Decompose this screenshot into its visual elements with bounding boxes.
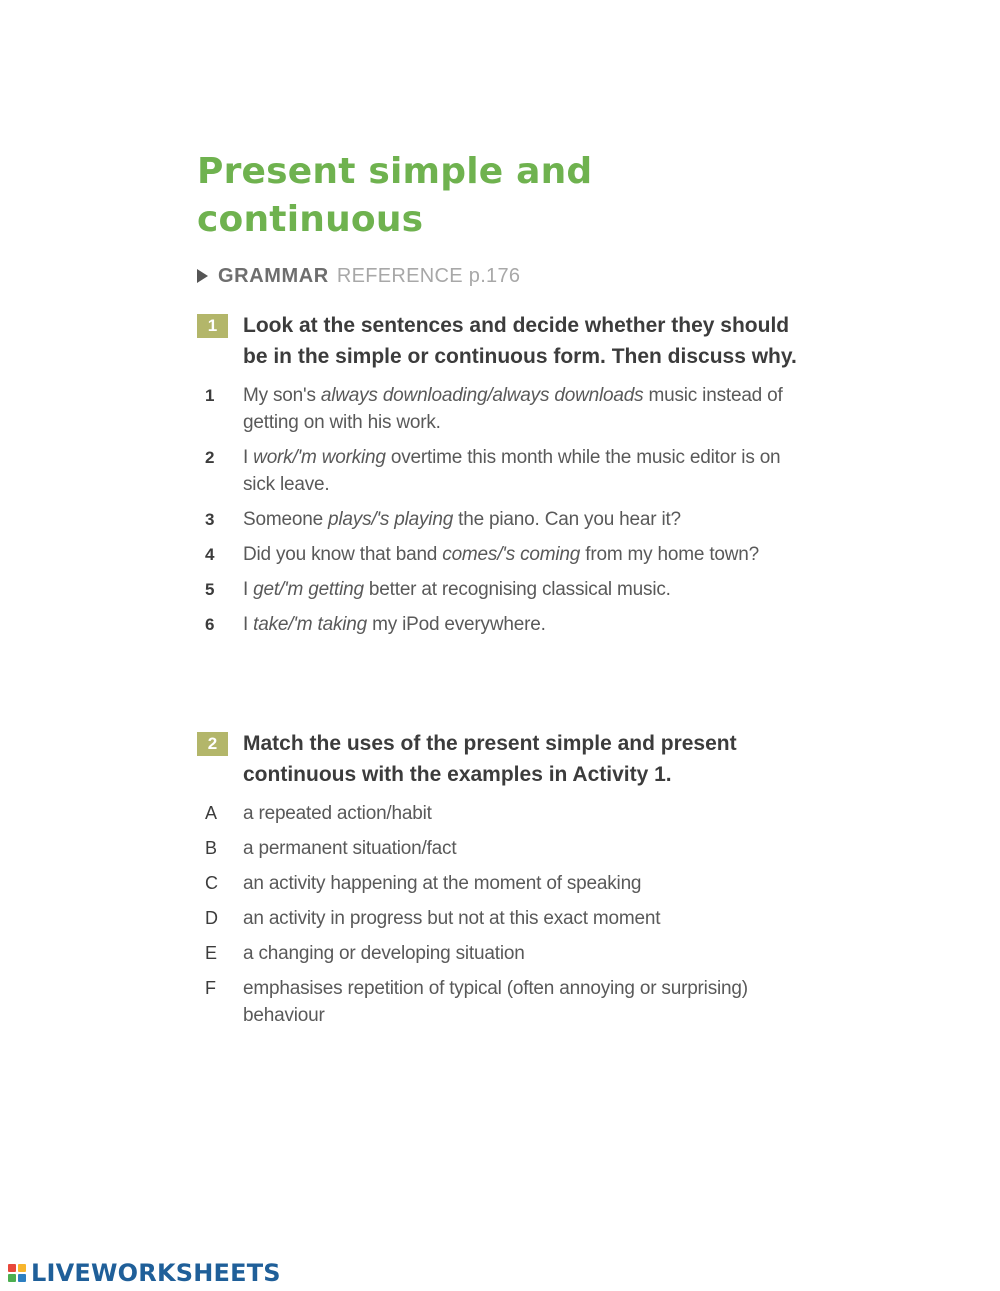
use-letter: B xyxy=(205,838,217,858)
sentence-text: the piano. Can you hear it? xyxy=(453,509,681,530)
verb-choice: work/'m working xyxy=(253,447,386,468)
page-title xyxy=(197,148,717,244)
sentence-text: from my home town? xyxy=(580,544,760,565)
activity-2-instruction: Match the uses of the present simple and present continuous with the examples in Activity 1. xyxy=(243,732,737,786)
liveworksheets-wordmark: LIVEWORKSHEETS xyxy=(31,1259,281,1287)
verb-choice: get/'m getting xyxy=(253,579,364,600)
sentence-item xyxy=(197,444,797,498)
use-letter: D xyxy=(205,908,218,928)
sentence-text: Someone xyxy=(243,509,329,530)
verb-choice: take/'m taking xyxy=(253,614,367,635)
use-item xyxy=(197,975,797,1029)
sentence-number: 1 xyxy=(205,386,215,405)
sentence-number: 4 xyxy=(205,545,215,564)
uses-list xyxy=(197,800,797,1029)
liveworksheets-brand[interactable] xyxy=(8,1258,281,1288)
verb-choice: plays/'s playing xyxy=(328,509,454,530)
use-item xyxy=(197,800,797,827)
activity-2 xyxy=(197,728,797,1037)
logo-square xyxy=(18,1274,26,1282)
use-letter: E xyxy=(205,943,217,963)
sentence-number: 5 xyxy=(205,580,215,599)
sentence-number: 3 xyxy=(205,510,215,529)
sentence-item xyxy=(197,506,797,533)
sentence-list xyxy=(197,382,797,638)
use-text: emphasises repetition of typical (often annoying or surprising) behaviour xyxy=(243,978,748,1026)
use-item xyxy=(197,905,797,932)
use-text: a permanent situation/fact xyxy=(243,838,457,859)
grammar-reference-page: REFERENCE p.176 xyxy=(336,264,521,287)
verb-choice: comes/'s coming xyxy=(442,544,581,565)
logo-square xyxy=(8,1274,16,1282)
sentence-item xyxy=(197,611,797,638)
use-letter: F xyxy=(205,978,216,998)
sentence-item xyxy=(197,541,797,568)
grammar-reference xyxy=(197,261,520,291)
use-letter: A xyxy=(205,803,217,823)
grammar-reference-bold: GRAMMAR xyxy=(218,264,329,287)
sentence-text: overtime this month while the music editor is on sick leave. xyxy=(243,447,781,495)
activity-number-badge: 1 xyxy=(197,314,228,338)
activity-1-heading xyxy=(197,310,797,372)
verb-choice: always downloading/always downloads xyxy=(320,385,644,406)
use-item xyxy=(197,870,797,897)
logo-square xyxy=(18,1264,26,1272)
page-title-line-2: continuous xyxy=(197,199,424,240)
activity-1 xyxy=(197,310,797,646)
activity-number-badge: 2 xyxy=(197,732,228,756)
use-text: an activity in progress but not at this exact moment xyxy=(243,908,661,929)
sentence-text: My son's xyxy=(243,385,321,406)
activity-1-instruction: Look at the sentences and decide whether they should be in the simple or continuous form. Then discuss why. xyxy=(243,314,797,368)
use-text: a repeated action/habit xyxy=(243,803,432,824)
use-item xyxy=(197,940,797,967)
sentence-text: I xyxy=(243,447,254,468)
sentence-text: my iPod everywhere. xyxy=(367,614,546,635)
liveworksheets-logo-icon xyxy=(8,1264,26,1282)
sentence-number: 2 xyxy=(205,448,215,467)
sentence-text: music instead of getting on with his work. xyxy=(243,385,783,433)
page-title-line-1: Present simple and xyxy=(197,151,593,192)
sentence-text: Did you know that band xyxy=(243,544,443,565)
use-letter: C xyxy=(205,873,218,893)
sentence-text: better at recognising classical music. xyxy=(363,579,671,600)
use-text: a changing or developing situation xyxy=(243,943,525,964)
use-item xyxy=(197,835,797,862)
sentence-item xyxy=(197,576,797,603)
logo-square xyxy=(8,1264,16,1272)
sentence-text: I xyxy=(243,614,254,635)
triangle-arrow-icon xyxy=(197,269,208,283)
activity-2-heading xyxy=(197,728,797,790)
sentence-item xyxy=(197,382,797,436)
sentence-number: 6 xyxy=(205,615,215,634)
use-text: an activity happening at the moment of speaking xyxy=(243,873,642,894)
sentence-text: I xyxy=(243,579,254,600)
